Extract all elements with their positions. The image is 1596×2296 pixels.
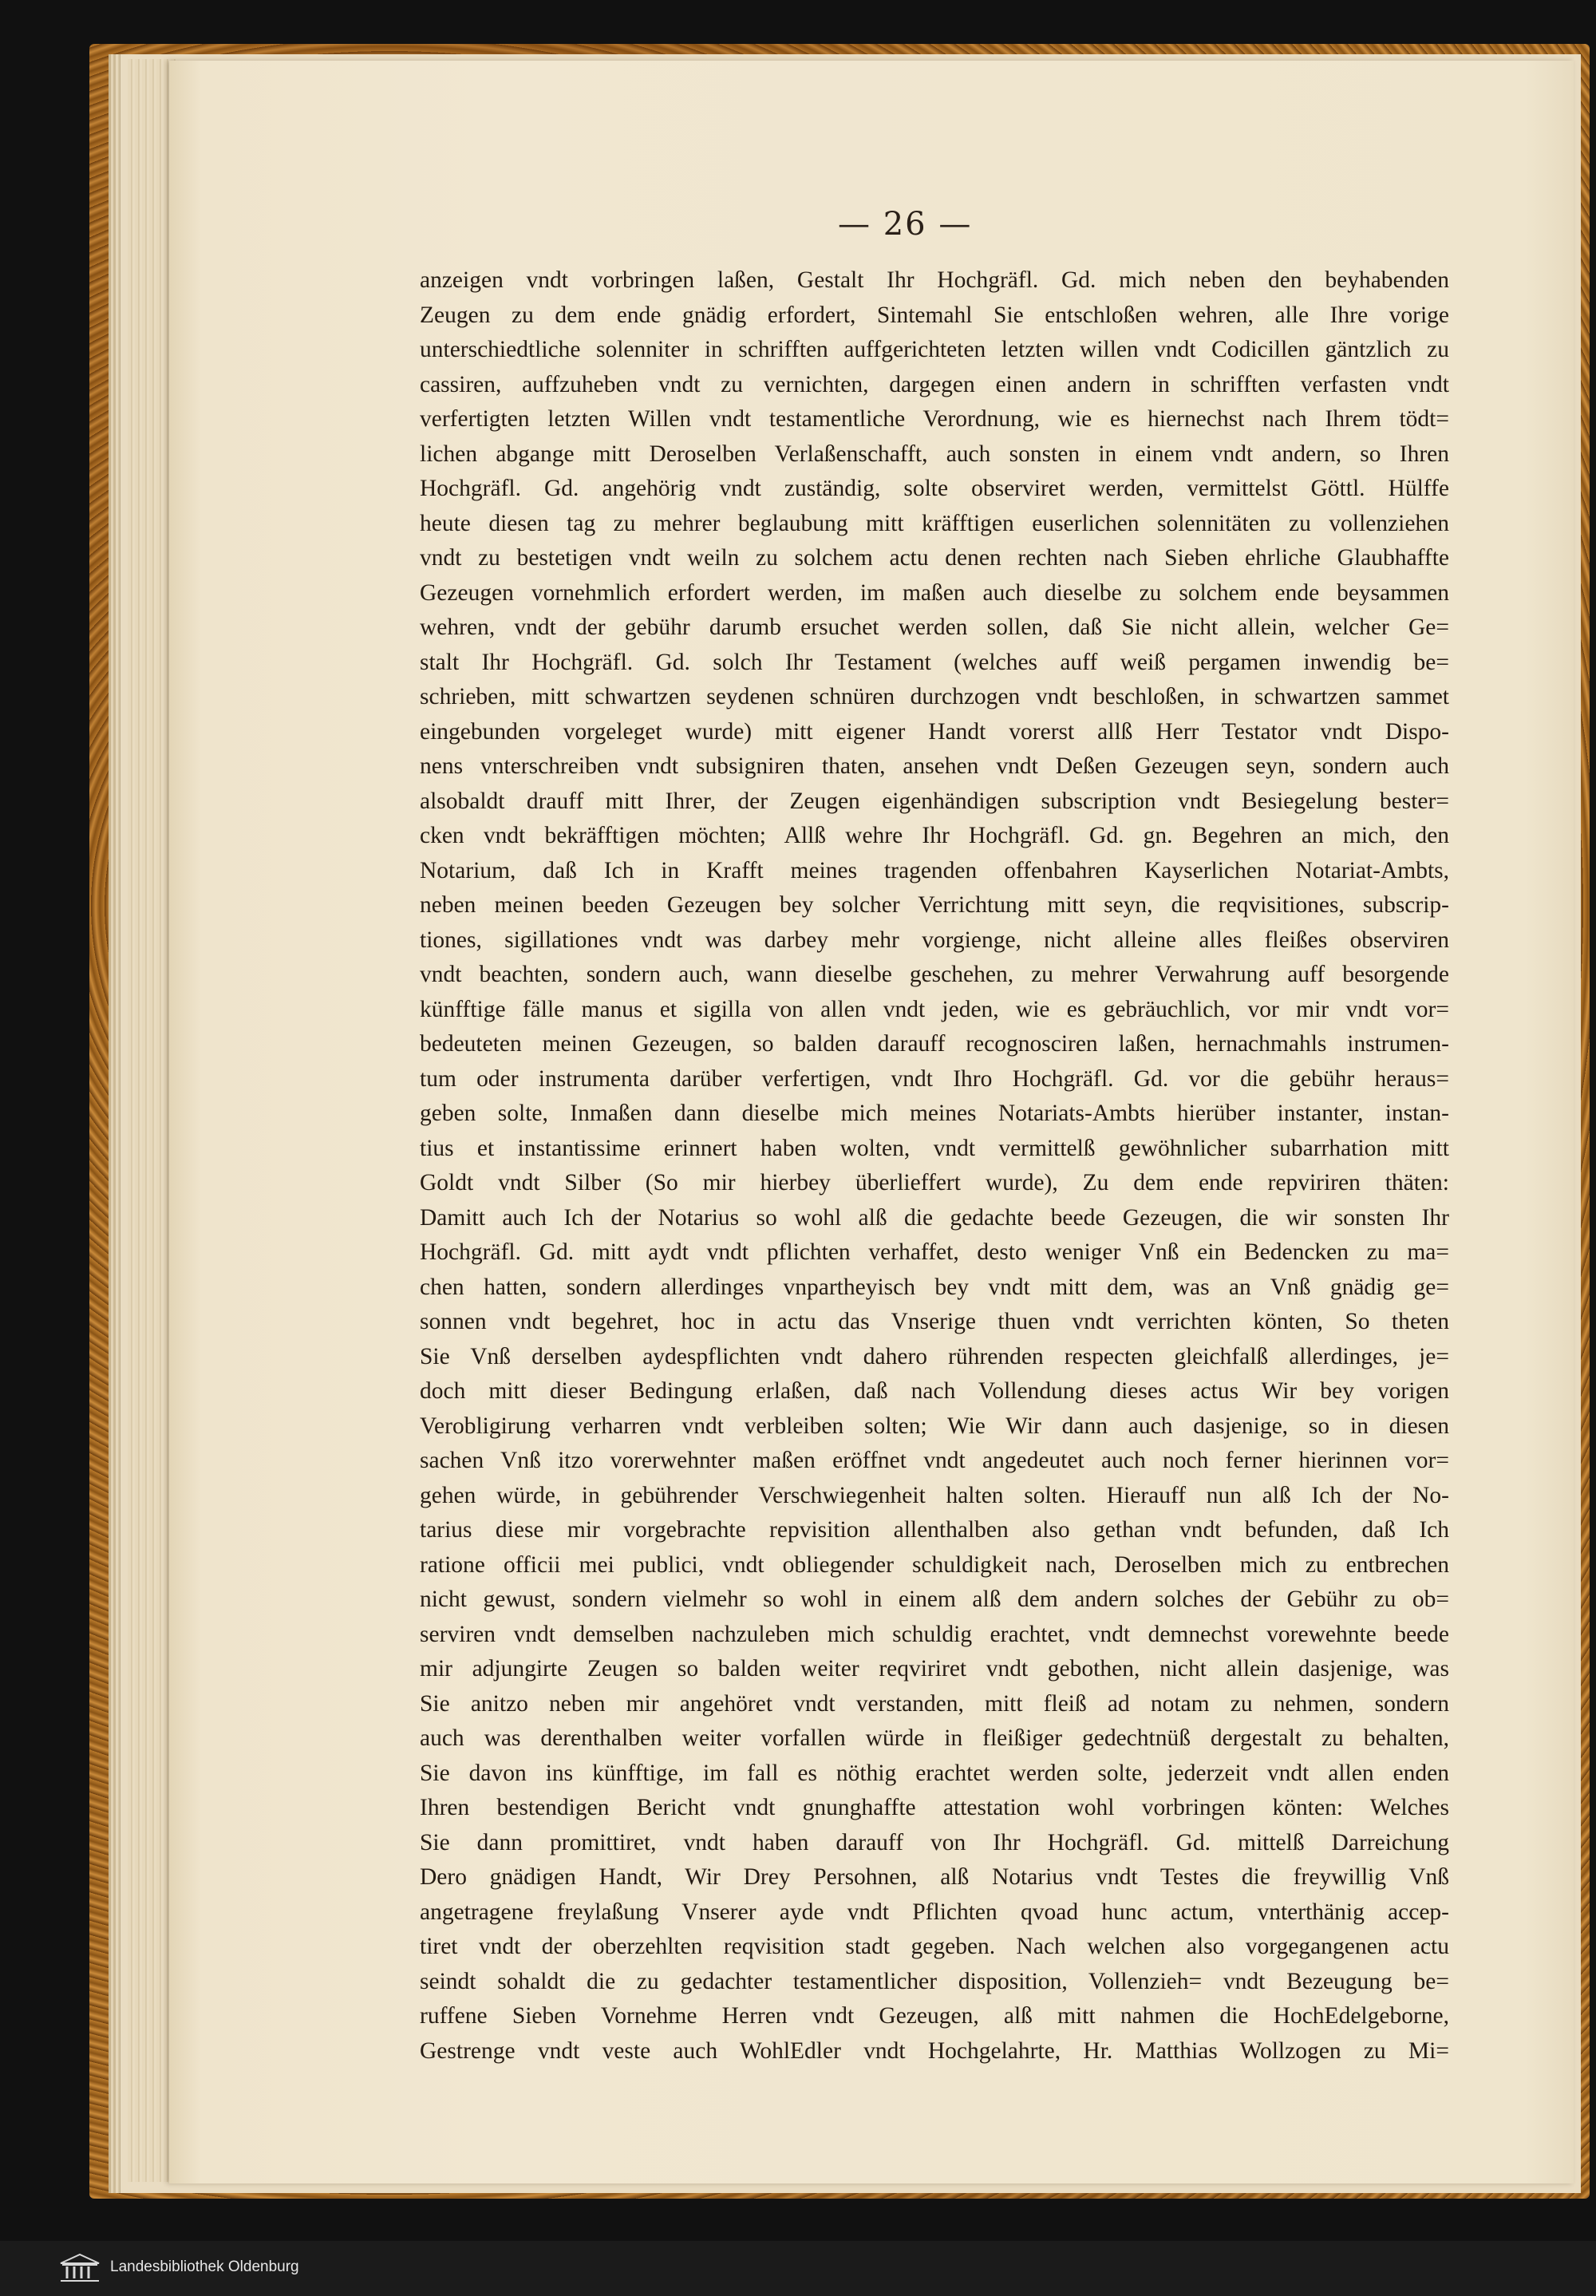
text-line: heute diesen tag zu mehrer beglaubung mitt kräfftigen euserlichen solennitäten zu vollenziehen <box>420 510 1449 536</box>
text-line: chen hatten, sondern allerdinges vnpartheyisch bey vndt mitt dem, was an Vnß gnädig ge= <box>420 1274 1449 1300</box>
text-line: Zeugen zu dem ende gnädig erfordert, Sintemahl Sie entschloßen wehren, alle Ihre vorige <box>420 302 1449 328</box>
text-line: tiret vndt der oberzehlten reqvisition stadt gegeben. Nach welchen also vorgegangenen actu <box>420 1934 1449 1959</box>
text-line: serviren vndt demselben nachzuleben mich schuldig erachtet, vndt demnechst vorewehnte beede <box>420 1621 1449 1647</box>
text-line: lichen abgange mitt Deroselben Verlaßenschafft, auch sonsten in einem vndt andern, so Ihren <box>420 441 1449 467</box>
page-stack-edges <box>128 59 176 2182</box>
text-line: nicht gewust, sondern vielmehr so wohl in einem alß dem andern solches der Gebühr zu ob= <box>420 1587 1449 1612</box>
text-line: tiones, sigillationes vndt was darbey mehr vorgienge, nicht alleine alles fleißes observiren <box>420 927 1449 953</box>
text-line: sonnen vndt begehret, hoc in actu das Vnserige thuen vndt verrichten könten, So theten <box>420 1309 1449 1334</box>
text-line: künfftige fälle manus et sigilla von allen vndt jeden, wie es gebräuchlich, vor mir vndt vor= <box>420 996 1449 1022</box>
library-building-icon <box>57 2252 102 2284</box>
text-line: ratione officii mei publici, vndt obliegender schuldigkeit nach, Deroselben mich zu entbrechen <box>420 1551 1449 1578</box>
library-name: Landesbibliothek Oldenburg <box>110 2258 299 2275</box>
text-line: Sie anitzo neben mir angehöret vndt verstanden, mitt fleiß ad notam zu nehmen, sondern <box>420 1690 1449 1717</box>
text-line: Gezeugen vornehmlich erfordert werden, im maßen auch dieselbe zu solchem ende beysammen <box>420 579 1449 606</box>
text-line: eingebunden vorgeleget wurde) mitt eigener Handt vorerst allß Herr Testator vndt Dispo- <box>420 718 1449 745</box>
text-line: Hochgräfl. Gd. angehörig vndt zuständig, solte observiret werden, vermittelst Göttl. Hülffe <box>420 476 1449 501</box>
text-line: Sie dann promittiret, vndt haben darauff von Ihr Hochgräfl. Gd. mittelß Darreichung <box>420 1829 1449 1855</box>
text-line: Ihren bestendigen Bericht vndt gnunghaffte attestation wohl vorbringen könten: Welches <box>420 1795 1449 1820</box>
text-line: gehen würde, in gebührender Verschwiegenheit halten solten. Hierauff nun alß Ich der No- <box>420 1482 1449 1508</box>
text-line: anzeigen vndt vorbringen laßen, Gestalt Ihr Hochgräfl. Gd. mich neben den beyhabenden <box>420 267 1449 293</box>
text-line: cassiren, auffzuheben vndt zu vernichten, dargegen einen andern in schrifften verfasten vndt <box>420 371 1449 397</box>
text-line: angetragene freylaßung Vnserer ayde vndt Pflichten qvoad hunc actum, vnterthänig accep- <box>420 1899 1449 1925</box>
text-line: seindt sohaldt die zu gedachter testamentlicher disposition, Vollenzieh= vndt Bezeugung be= <box>420 1968 1449 1994</box>
text-line: alsobaldt drauff mitt Ihrer, der Zeugen eigenhändigen subscription vndt Besiegelung bester= <box>420 788 1449 814</box>
text-line: Notarium, daß Ich in Krafft meines tragenden offenbahren Kayserlichen Notariat-Ambts, <box>420 857 1449 883</box>
text-line: bedeuteten meinen Gezeugen, so balden darauff recognosciren laßen, hernachmahls instrumen- <box>420 1031 1449 1057</box>
text-line: Verobligirung verharren vndt verbleiben solten; Wie Wir dann auch dasjenige, so in diesen <box>420 1413 1449 1439</box>
text-line: cken vndt bekräfftigen möchten; Allß wehre Ihr Hochgräfl. Gd. gn. Begehren an mich, den <box>420 823 1449 848</box>
text-line: neben meinen beeden Gezeugen bey solcher Verrichtung mitt seyn, die reqvisitiones, subscrip- <box>420 892 1449 918</box>
text-line: tarius diese mir vorgebrachte repvisition allenthalben also gethan vndt befunden, daß Ich <box>420 1517 1449 1543</box>
text-line: sachen Vnß itzo vorerwehnter maßen eröffnet vndt angedeutet auch noch ferner hierinnen vor= <box>420 1448 1449 1473</box>
text-line: nens vnterschreiben vndt subsigniren thaten, ansehen vndt Deßen Gezeugen seyn, sondern auch <box>420 753 1449 779</box>
text-line: tum oder instrumenta darüber verfertigen, vndt Ihro Hochgräfl. Gd. vor die gebühr heraus= <box>420 1065 1449 1092</box>
text-line: Goldt vndt Silber (So mir hierbey überlieffert wurde), Zu dem ende repviriren thäten: <box>420 1170 1449 1195</box>
text-line: doch mitt dieser Bedingung erlaßen, daß nach Vollendung dieses actus Wir bey vorigen <box>420 1378 1449 1404</box>
text-line: wehren, vndt der gebühr darumb ersuchet werden sollen, daß Sie nicht allein, welcher Ge= <box>420 615 1449 640</box>
text-line: mir adjungirte Zeugen so balden weiter reqviriret vndt gebothen, nicht allein dasjenige, was <box>420 1656 1449 1681</box>
text-line: Sie Vnß derselben aydespflichten vndt dahero rührenden respecten gleichfalß allerdinges, je= <box>420 1343 1449 1369</box>
text-line: Hochgräfl. Gd. mitt aydt vndt pflichten verhaffet, desto weniger Vnß ein Bedencken zu ma= <box>420 1239 1449 1265</box>
text-line: geben solte, Inmaßen dann dieselbe mich meines Notariats-Ambts hierüber instanter, instan- <box>420 1101 1449 1126</box>
page-number: — 26 — <box>838 206 973 243</box>
text-line: auch was derenthalben weiter vorfallen würde in fleißiger gedechtnüß dergestalt zu behalten, <box>420 1725 1449 1751</box>
text-line: Gestrenge vndt veste auch WohlEdler vndt Hochgelahrte, Hr. Matthias Wollzogen zu Mi= <box>420 2037 1449 2064</box>
text-line: tius et instantissime erinnert haben wolten, vndt vermittelß gewöhnlicher subarrhation mitt <box>420 1135 1449 1161</box>
text-line: vndt zu bestetigen vndt weiln zu solchem actu denen rechten nach Sieben ehrliche Glaubhaffte <box>420 545 1449 571</box>
text-line: ruffene Sieben Vornehme Herren vndt Gezeugen, alß mitt nahmen die HochEdelgeborne, <box>420 2003 1449 2029</box>
text-line: schrieben, mitt schwartzen seydenen schnüren durchzogen vndt beschloßen, in schwartzen sammet <box>420 684 1449 709</box>
text-line: vndt beachten, sondern auch, wann dieselbe geschehen, zu mehrer Verwahrung auff besorgende <box>420 962 1449 987</box>
text-line: stalt Ihr Hochgräfl. Gd. solch Ihr Testament (welches auff weiß pergamen inwendig be= <box>420 649 1449 675</box>
text-line: Sie davon ins künfftige, im fall es nöthig erachtet werden solte, jederzeit vndt allen enden <box>420 1760 1449 1786</box>
page-body-text <box>420 263 1449 2069</box>
text-line: unterschiedtliche solenniter in schrifften auffgerichteten letzten willen vndt Codicillen gäntzlich zu <box>420 337 1449 362</box>
text-line: Dero gnädigen Handt, Wir Drey Persohnen, alß Notarius vndt Testes die freywillig Vnß <box>420 1864 1449 1890</box>
text-line: Damitt auch Ich der Notarius so wohl alß die gedachte beede Gezeugen, die wir sonsten Ihr <box>420 1204 1449 1231</box>
text-line: verfertigten letzten Willen vndt testamentliche Verordnung, wie es hiernechst nach Ihrem tödt= <box>420 406 1449 432</box>
